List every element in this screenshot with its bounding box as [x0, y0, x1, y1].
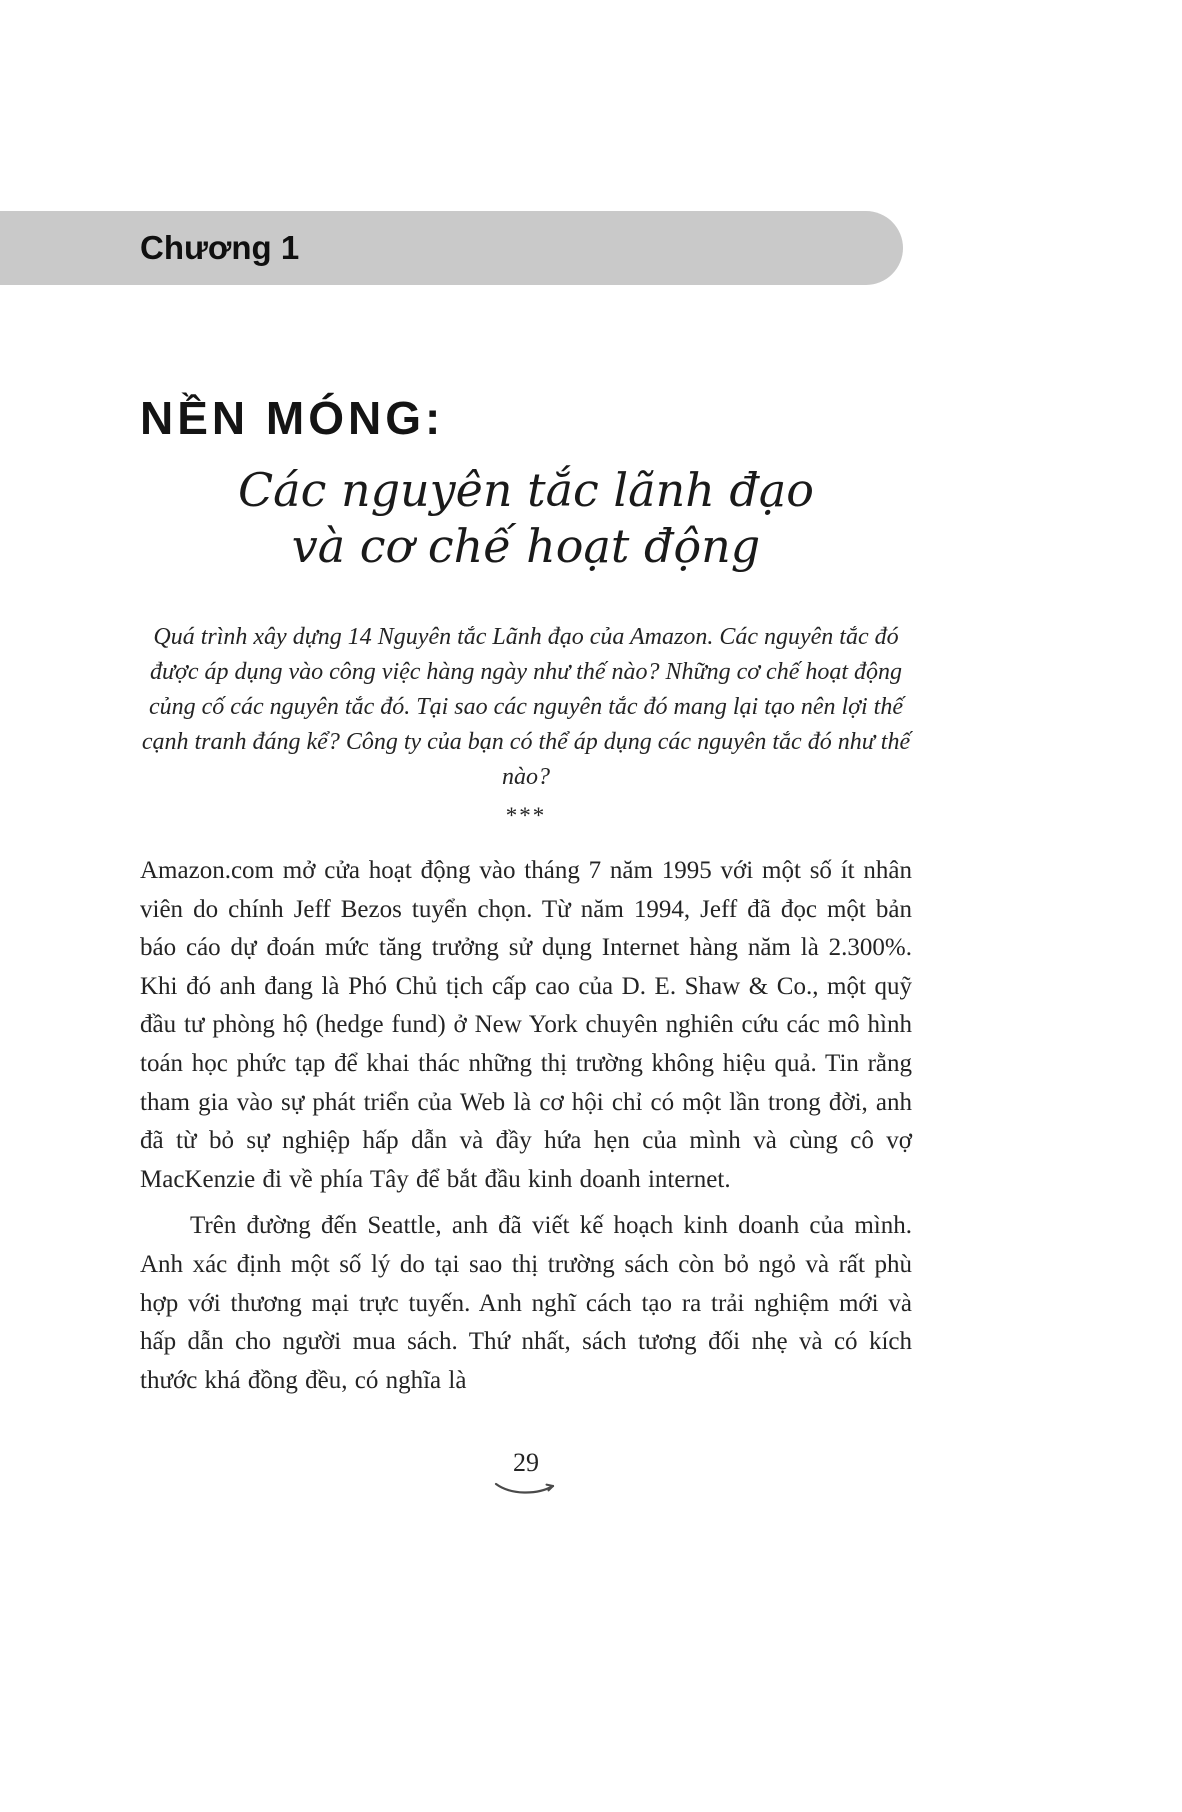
subtitle-line-2: và cơ chế hoạt động — [291, 519, 761, 573]
body-text — [140, 852, 912, 1400]
chapter-banner — [0, 211, 903, 285]
subtitle-line-1: Các nguyên tắc lãnh đạo — [237, 463, 815, 517]
page-title: NỀN MÓNG: — [140, 392, 445, 444]
page-number: 29 — [513, 1448, 539, 1477]
section-separator: *** — [505, 803, 547, 828]
chapter-intro-text: Quá trình xây dựng 14 Nguyên tắc Lãnh đạo của Amazon. Các nguyên tắc đó được áp dụng vào công việc hàng ngày như thế nào? Những cơ chế hoạt động củng cố các nguyên tắc đó. Tại sao các nguyên tắc đó mang lại tạo nên lợi thế cạnh tranh đáng kể? Công ty của bạn có thể áp dụng các nguyên tắc đó như thế nào? — [141, 624, 911, 790]
page-footer — [140, 1448, 912, 1498]
chapter-subtitle — [140, 462, 912, 574]
paragraph: Trên đường đến Seattle, anh đã viết kế hoạch kinh doanh của mình. Anh xác định một số lý do tại sao thị trường sách còn bỏ ngỏ và rất phù hợp với thương mại trực tuyến. Anh nghĩ cách tạo ra trải nghiệm mới và hấp dẫn cho người mua sách. Thứ nhất, sách tương đối nhẹ và có kích thước khá đồng đều, có nghĩa là — [140, 1212, 912, 1394]
smile-swoosh-icon — [493, 1480, 559, 1498]
chapter-label: Chương 1 — [140, 229, 300, 266]
paragraph: Amazon.com mở cửa hoạt động vào tháng 7 năm 1995 với một số ít nhân viên do chính Jeff Bezos tuyển chọn. Từ năm 1994, Jeff đã đọc một bản báo cáo dự đoán mức tăng trưởng sử dụng Internet hàng năm là 2.300%. Khi đó anh đang là Phó Chủ tịch cấp cao của D. E. Shaw & Co., một quỹ đầu tư phòng hộ (hedge fund) ở New York chuyên nghiên cứu các mô hình toán học phức tạp để khai thác những thị trường không hiệu quả. Tin rằng tham gia vào sự phát triển của Web là cơ hội chỉ có một lần trong đời, anh đã từ bỏ sự nghiệp hấp dẫn và đầy hứa hẹn của mình và cùng cô vợ MacKenzie đi về phía Tây để bắt đầu kinh doanh internet. — [140, 857, 912, 1193]
